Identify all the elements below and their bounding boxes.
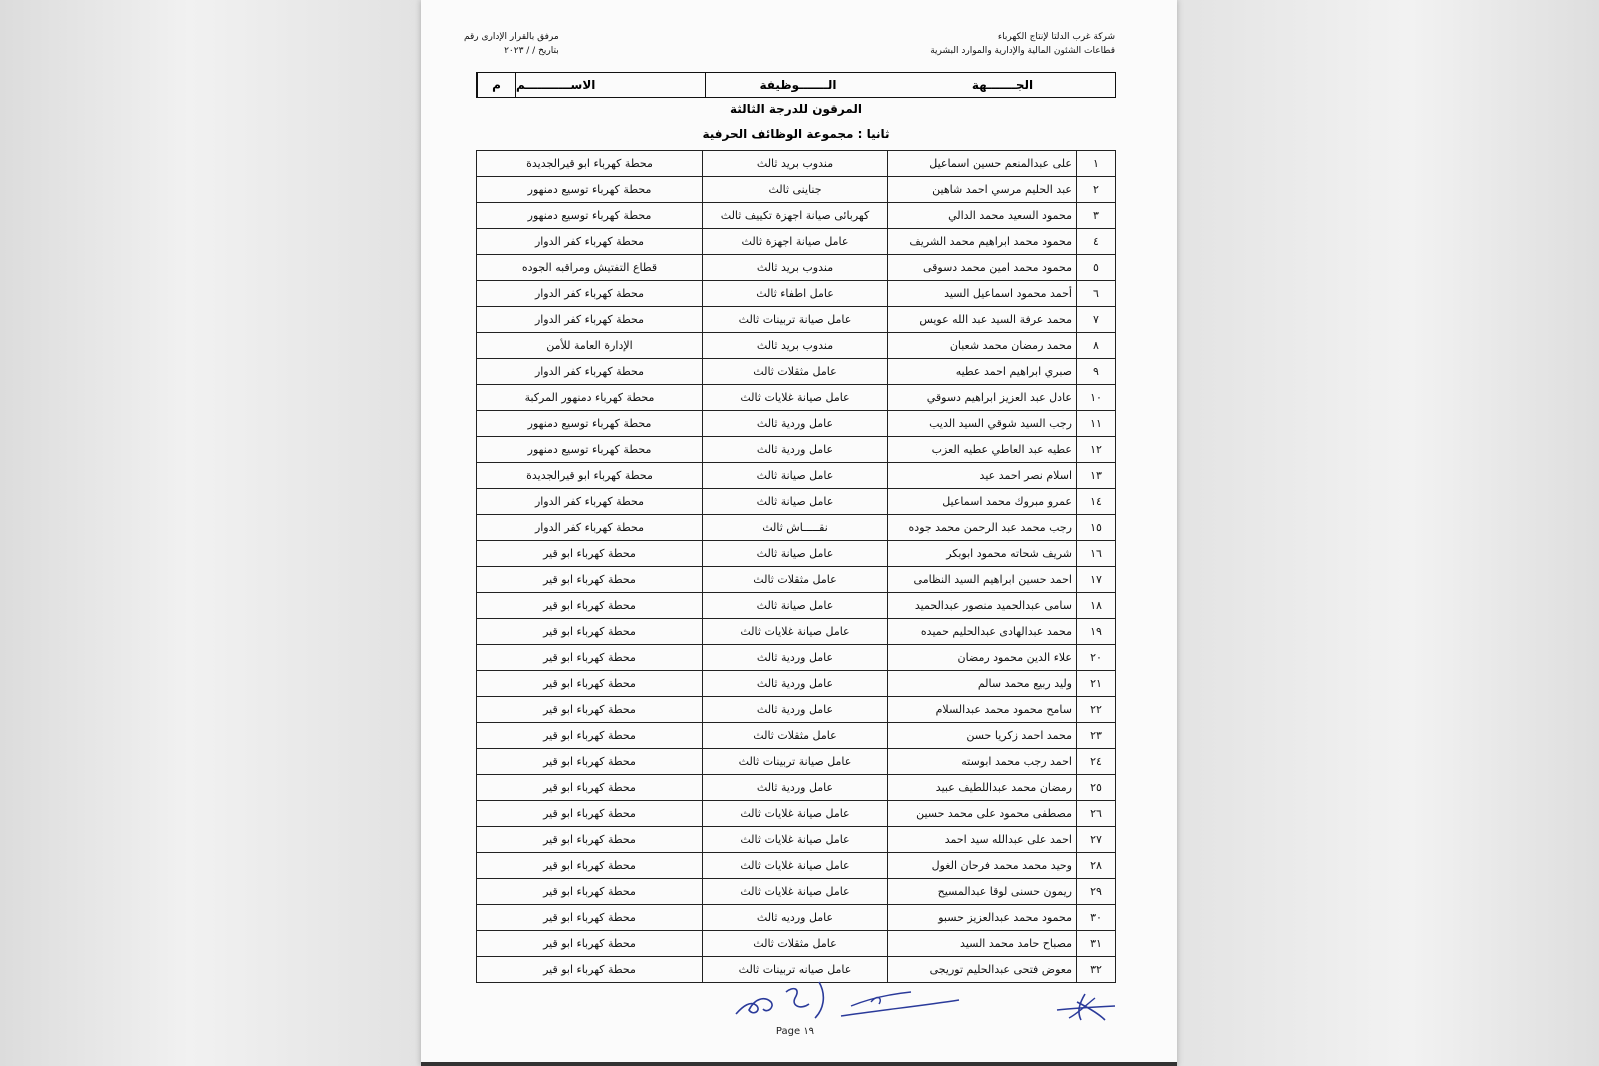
- table-row: [477, 307, 1116, 333]
- table-row: [477, 281, 1116, 307]
- row-job: عامل مثقلات ثالث: [703, 931, 888, 957]
- row-number: ١٠: [1077, 385, 1116, 411]
- row-job: عامل وردية ثالث: [703, 671, 888, 697]
- company-name: شركة غرب الدلتا لإنتاج الكهرباء: [997, 32, 1115, 42]
- row-job: عامل وردية ثالث: [703, 697, 888, 723]
- row-department: محطة كهرباء توسيع دمنهور: [477, 411, 703, 437]
- row-job: عامل صيانة غلايات ثالث: [703, 801, 888, 827]
- row-department: محطة كهرباء ابو قير: [477, 619, 703, 645]
- column-header-name: [515, 73, 705, 97]
- row-name: محمود محمد عبدالعزيز حسبو: [888, 905, 1077, 931]
- row-job: عامل صيانة غلايات ثالث: [703, 827, 888, 853]
- row-name: محمد رمضان محمد شعبان: [888, 333, 1077, 359]
- row-department: محطة كهرباء كفر الدوار: [477, 489, 703, 515]
- row-department: محطة كهرباء ابو قيرالجديدة: [477, 463, 703, 489]
- table-row: [477, 827, 1116, 853]
- row-department: محطة كهرباء ابو قير: [477, 723, 703, 749]
- section-title: المرقون للدرجة الثالثة: [730, 102, 862, 116]
- row-number: ٣١: [1077, 931, 1116, 957]
- row-department: الإدارة العامة للأمن: [477, 333, 703, 359]
- row-department: محطة كهرباء كفر الدوار: [477, 307, 703, 333]
- row-number: ٢٣: [1077, 723, 1116, 749]
- row-name: وليد ربيع محمد سالم: [888, 671, 1077, 697]
- row-job: عامل مثقلات ثالث: [703, 567, 888, 593]
- table-row: [477, 229, 1116, 255]
- row-number: ٢: [1077, 177, 1116, 203]
- row-name: مصباح حامد محمد السيد: [888, 931, 1077, 957]
- row-name: محمد احمد زكريا حسن: [888, 723, 1077, 749]
- row-job: عامل مثقلات ثالث: [703, 723, 888, 749]
- row-number: ٢٧: [1077, 827, 1116, 853]
- employee-table-body: [477, 151, 1116, 983]
- row-name: صبري ابراهيم احمد عطيه: [888, 359, 1077, 385]
- page-bottom-edge: [421, 1062, 1177, 1066]
- table-row: [477, 697, 1116, 723]
- row-name: علاء الدين محمود رمضان: [888, 645, 1077, 671]
- row-number: ١٥: [1077, 515, 1116, 541]
- column-header-name-label: الاســـــــــــم: [516, 78, 596, 92]
- row-name: وحيد محمد محمد فرحان الغول: [888, 853, 1077, 879]
- row-name: اسلام نصر احمد عيد: [888, 463, 1077, 489]
- row-number: ٢٩: [1077, 879, 1116, 905]
- table-row: [477, 593, 1116, 619]
- row-department: محطة كهرباء ابو قير: [477, 541, 703, 567]
- column-header-department: الجـــــــهة: [971, 78, 1034, 92]
- table-row: [477, 645, 1116, 671]
- table-row: [477, 203, 1116, 229]
- background-blur-left: [0, 0, 421, 1066]
- row-job: عامل وردية ثالث: [703, 437, 888, 463]
- row-department: محطة كهرباء ابو قير: [477, 671, 703, 697]
- row-job: جناينى ثالث: [703, 177, 888, 203]
- row-number: ١٨: [1077, 593, 1116, 619]
- table-row: [477, 385, 1116, 411]
- row-department: محطة كهرباء كفر الدوار: [477, 359, 703, 385]
- row-job: عامل صيانة اجهزة ثالث: [703, 229, 888, 255]
- row-job: عامل مثقلات ثالث: [703, 359, 888, 385]
- row-department: محطة كهرباء ابو قير: [477, 879, 703, 905]
- table-row: [477, 255, 1116, 281]
- table-row: [477, 879, 1116, 905]
- row-department: محطة كهرباء ابو قير: [477, 853, 703, 879]
- row-job: عامل وردية ثالث: [703, 411, 888, 437]
- row-name: سامح محمود محمد عبدالسلام: [888, 697, 1077, 723]
- row-job: عامل صيانة ثالث: [703, 593, 888, 619]
- row-department: محطة كهرباء ابو قير: [477, 645, 703, 671]
- row-job: مندوب بريد ثالث: [703, 255, 888, 281]
- table-row: [477, 411, 1116, 437]
- row-department: محطة كهرباء كفر الدوار: [477, 515, 703, 541]
- row-job: كهربائى صيانة اجهزة تكييف ثالث: [703, 203, 888, 229]
- row-department: محطة كهرباء كفر الدوار: [477, 281, 703, 307]
- table-row: [477, 437, 1116, 463]
- row-department: محطة كهرباء ابو قيرالجديدة: [477, 151, 703, 177]
- table-row: [477, 931, 1116, 957]
- row-name: محمود محمد ابراهيم محمد الشريف: [888, 229, 1077, 255]
- row-number: ٨: [1077, 333, 1116, 359]
- table-row: [477, 567, 1116, 593]
- row-department: محطة كهرباء دمنهور المركبة: [477, 385, 703, 411]
- table-row: [477, 177, 1116, 203]
- row-job: عامل صيانة ثالث: [703, 541, 888, 567]
- company-header: [930, 30, 1115, 58]
- row-job: عامل وردية ثالث: [703, 775, 888, 801]
- row-job: نقـــــاش ثالث: [703, 515, 888, 541]
- row-name: احمد على عبدالله سيد احمد: [888, 827, 1077, 853]
- row-number: ١٩: [1077, 619, 1116, 645]
- row-number: ١٦: [1077, 541, 1116, 567]
- row-job: عامل اطفاء ثالث: [703, 281, 888, 307]
- row-number: ٢٦: [1077, 801, 1116, 827]
- row-number: ٣٢: [1077, 957, 1116, 983]
- row-job: عامل صيانة تربينات ثالث: [703, 749, 888, 775]
- table-row: [477, 905, 1116, 931]
- row-department: محطة كهرباء توسيع دمنهور: [477, 437, 703, 463]
- row-department: محطة كهرباء ابو قير: [477, 931, 703, 957]
- row-name: محمد عرفة السيد عبد الله عويس: [888, 307, 1077, 333]
- table-row: [477, 463, 1116, 489]
- row-department: محطة كهرباء ابو قير: [477, 827, 703, 853]
- row-number: ٤: [1077, 229, 1116, 255]
- row-department: محطة كهرباء توسيع دمنهور: [477, 203, 703, 229]
- row-job: عامل صيانة غلايات ثالث: [703, 879, 888, 905]
- row-name: ريمون حسنى لوقا عبدالمسيح: [888, 879, 1077, 905]
- table-row: [477, 619, 1116, 645]
- row-number: ٢٨: [1077, 853, 1116, 879]
- row-name: محمود محمد امين محمد دسوقى: [888, 255, 1077, 281]
- column-header-number: م: [477, 73, 515, 97]
- row-job: مندوب بريد ثالث: [703, 151, 888, 177]
- row-department: محطة كهرباء ابو قير: [477, 905, 703, 931]
- table-row: [477, 151, 1116, 177]
- row-number: ١٤: [1077, 489, 1116, 515]
- row-name: رجب محمد عبد الرحمن محمد جوده: [888, 515, 1077, 541]
- table-row: [477, 671, 1116, 697]
- row-number: ٢٠: [1077, 645, 1116, 671]
- row-number: ٢١: [1077, 671, 1116, 697]
- row-name: عادل عبد العزيز ابراهيم دسوقي: [888, 385, 1077, 411]
- table-row: [477, 489, 1116, 515]
- row-number: ٦: [1077, 281, 1116, 307]
- signature-main: [731, 976, 961, 1022]
- company-department: قطاعات الشئون المالية والإدارية والموارد البشرية: [930, 46, 1115, 56]
- row-name: شريف شحاته محمود ابوبكر: [888, 541, 1077, 567]
- row-job: مندوب بريد ثالث: [703, 333, 888, 359]
- document-page: [421, 0, 1177, 1066]
- row-name: أحمد محمود اسماعيل السيد: [888, 281, 1077, 307]
- row-job: عامل ورديه ثالث: [703, 905, 888, 931]
- row-department: محطة كهرباء ابو قير: [477, 593, 703, 619]
- table-row: [477, 359, 1116, 385]
- row-name: عبد الحليم مرسي احمد شاهين: [888, 177, 1077, 203]
- row-department: محطة كهرباء ابو قير: [477, 775, 703, 801]
- employee-table: [476, 150, 1116, 983]
- row-number: ٣٠: [1077, 905, 1116, 931]
- row-job: عامل صيانة ثالث: [703, 463, 888, 489]
- attachment-date: بتاريخ / / ٢٠٢٣: [504, 46, 559, 56]
- column-header-job: الـــــــوظيفة: [705, 73, 890, 97]
- row-name: عمرو مبروك محمد اسماعيل: [888, 489, 1077, 515]
- background-blur-right: [1177, 0, 1599, 1066]
- row-name: مصطفى محمود على محمد حسين: [888, 801, 1077, 827]
- row-job: عامل صيانة غلايات ثالث: [703, 853, 888, 879]
- group-title: ثانيا : مجموعة الوظائف الحرفية: [702, 127, 890, 141]
- table-row: [477, 541, 1116, 567]
- row-name: معوض فتحى عبدالحليم توريجى: [888, 957, 1077, 983]
- row-department: محطة كهرباء ابو قير: [477, 697, 703, 723]
- row-name: سامى عبدالحميد منصور عبدالحميد: [888, 593, 1077, 619]
- row-name: رجب السيد شوقي السيد الديب: [888, 411, 1077, 437]
- row-job: عامل وردية ثالث: [703, 645, 888, 671]
- row-number: ٣: [1077, 203, 1116, 229]
- row-number: ١: [1077, 151, 1116, 177]
- signature-secondary: [1055, 992, 1117, 1022]
- row-name: احمد رجب محمد ابوسته: [888, 749, 1077, 775]
- row-number: ١٢: [1077, 437, 1116, 463]
- row-name: على عبدالمنعم حسين اسماعيل: [888, 151, 1077, 177]
- row-job: عامل صيانة تربينات ثالث: [703, 307, 888, 333]
- row-name: محمود السعيد محمد الدالي: [888, 203, 1077, 229]
- row-name: رمضان محمد عبداللطيف عبيد: [888, 775, 1077, 801]
- row-number: ٥: [1077, 255, 1116, 281]
- page-number: Page ١٩: [775, 1026, 815, 1037]
- row-job: عامل صيانه تربينات ثالث: [703, 957, 888, 983]
- row-job: عامل صيانة غلايات ثالث: [703, 385, 888, 411]
- row-number: ٢٤: [1077, 749, 1116, 775]
- row-department: محطة كهرباء ابو قير: [477, 567, 703, 593]
- row-number: ٧: [1077, 307, 1116, 333]
- row-department: محطة كهرباء كفر الدوار: [477, 229, 703, 255]
- table-row: [477, 775, 1116, 801]
- row-name: احمد حسين ابراهيم السيد النظامى: [888, 567, 1077, 593]
- attachment-decision: مرفق بالقرار الإدارى رقم: [464, 32, 559, 42]
- row-department: محطة كهرباء توسيع دمنهور: [477, 177, 703, 203]
- row-number: ١١: [1077, 411, 1116, 437]
- table-row: [477, 801, 1116, 827]
- row-name: محمد عبدالهادى عبدالحليم حميده: [888, 619, 1077, 645]
- attachment-header: [464, 30, 559, 58]
- table-row: [477, 723, 1116, 749]
- row-department: محطة كهرباء ابو قير: [477, 957, 703, 983]
- row-job: عامل صيانة ثالث: [703, 489, 888, 515]
- row-department: قطاع التفتيش ومراقبه الجوده: [477, 255, 703, 281]
- table-row: [477, 333, 1116, 359]
- table-row: [477, 853, 1116, 879]
- row-number: ٢٥: [1077, 775, 1116, 801]
- row-number: ٩: [1077, 359, 1116, 385]
- table-column-header: [476, 72, 1116, 98]
- row-number: ١٣: [1077, 463, 1116, 489]
- row-department: محطة كهرباء ابو قير: [477, 801, 703, 827]
- table-row: [477, 749, 1116, 775]
- row-number: ١٧: [1077, 567, 1116, 593]
- row-job: عامل صيانة غلايات ثالث: [703, 619, 888, 645]
- row-number: ٢٢: [1077, 697, 1116, 723]
- row-department: محطة كهرباء ابو قير: [477, 749, 703, 775]
- row-name: عطيه عبد العاطي عطيه العزب: [888, 437, 1077, 463]
- table-row: [477, 515, 1116, 541]
